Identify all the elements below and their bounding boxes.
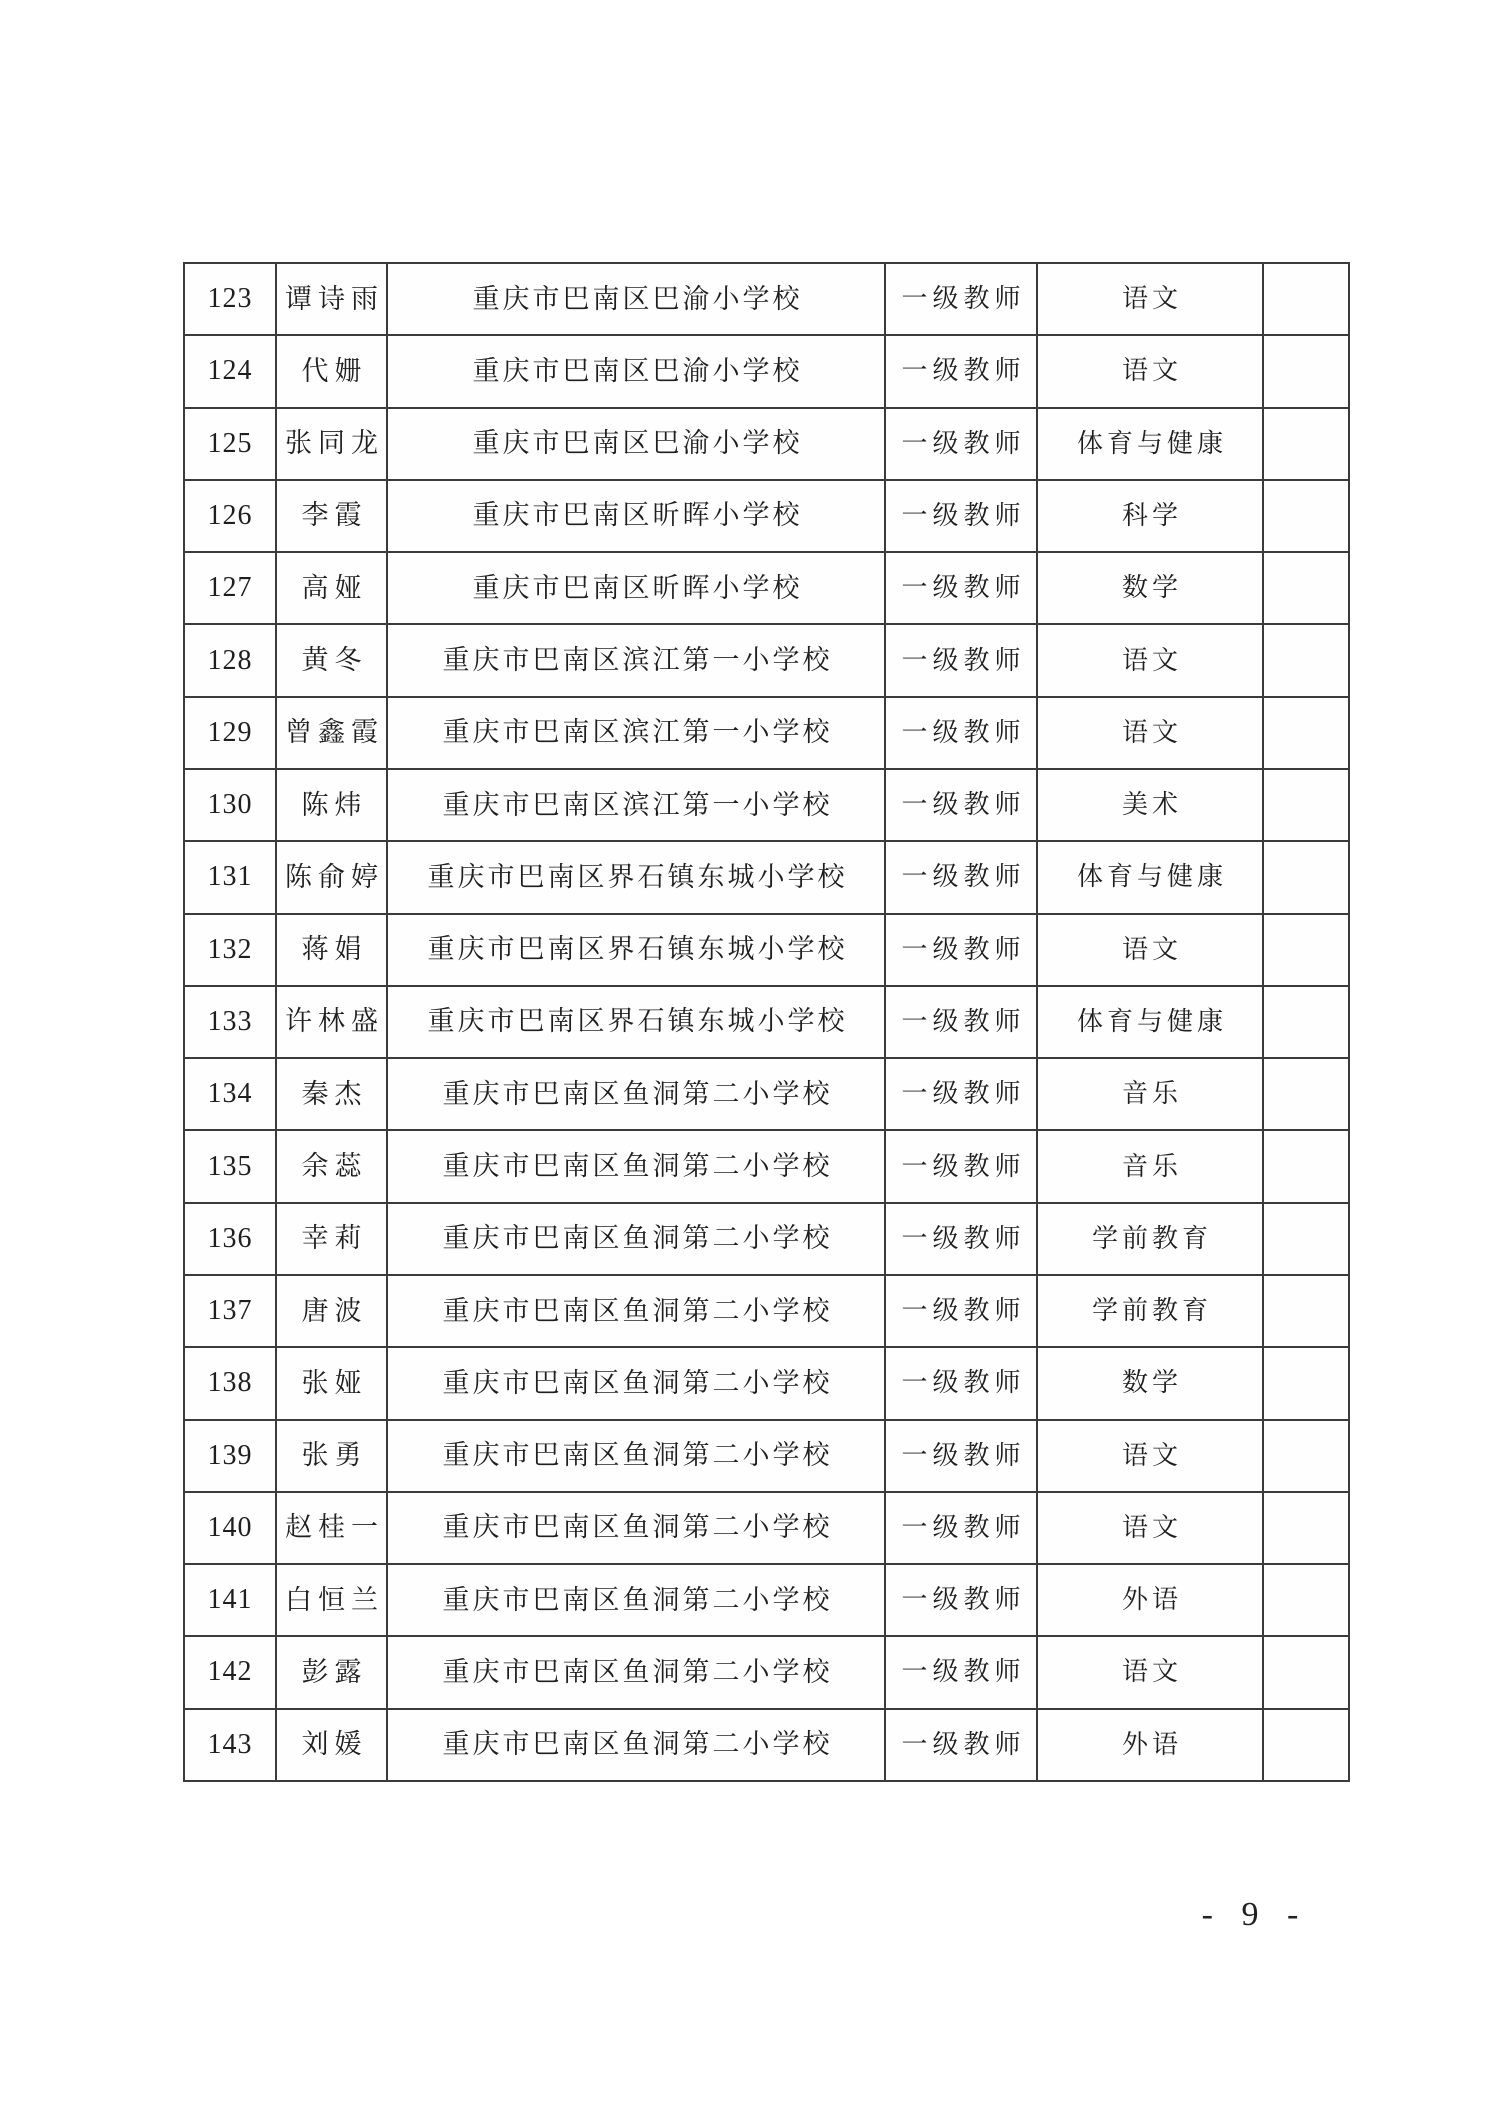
cell-name: 李霞	[277, 481, 388, 551]
cell-index: 123	[185, 264, 277, 334]
cell-school: 重庆市巴南区巴渝小学校	[388, 264, 886, 334]
cell-school: 重庆市巴南区鱼洞第二小学校	[388, 1348, 886, 1418]
cell-note	[1264, 1493, 1348, 1563]
cell-name: 陈俞婷	[277, 842, 388, 912]
cell-index: 131	[185, 842, 277, 912]
cell-name: 黄冬	[277, 625, 388, 695]
cell-school: 重庆市巴南区界石镇东城小学校	[388, 987, 886, 1057]
cell-title: 一级教师	[886, 1059, 1038, 1129]
cell-title: 一级教师	[886, 842, 1038, 912]
cell-title: 一级教师	[886, 915, 1038, 985]
cell-note	[1264, 1348, 1348, 1418]
cell-school: 重庆市巴南区界石镇东城小学校	[388, 915, 886, 985]
cell-note	[1264, 409, 1348, 479]
cell-index: 139	[185, 1421, 277, 1491]
cell-note	[1264, 1710, 1348, 1780]
cell-title: 一级教师	[886, 1637, 1038, 1707]
cell-name: 彭露	[277, 1637, 388, 1707]
cell-title: 一级教师	[886, 1493, 1038, 1563]
cell-note	[1264, 915, 1348, 985]
cell-title: 一级教师	[886, 770, 1038, 840]
cell-name: 许林盛	[277, 987, 388, 1057]
cell-index: 138	[185, 1348, 277, 1418]
cell-school: 重庆市巴南区滨江第一小学校	[388, 698, 886, 768]
cell-school: 重庆市巴南区鱼洞第二小学校	[388, 1421, 886, 1491]
cell-note	[1264, 1421, 1348, 1491]
cell-subject: 体育与健康	[1038, 409, 1264, 479]
cell-school: 重庆市巴南区鱼洞第二小学校	[388, 1493, 886, 1563]
table-row	[185, 1059, 1348, 1131]
cell-school: 重庆市巴南区鱼洞第二小学校	[388, 1204, 886, 1274]
table-row	[185, 1348, 1348, 1420]
cell-note	[1264, 1131, 1348, 1201]
cell-title: 一级教师	[886, 1421, 1038, 1491]
table-row	[185, 1421, 1348, 1493]
cell-index: 141	[185, 1565, 277, 1635]
cell-index: 125	[185, 409, 277, 479]
cell-name: 赵桂一	[277, 1493, 388, 1563]
cell-index: 143	[185, 1710, 277, 1780]
table-row	[185, 1204, 1348, 1276]
cell-subject: 外语	[1038, 1710, 1264, 1780]
table-row	[185, 1710, 1348, 1780]
cell-title: 一级教师	[886, 1204, 1038, 1274]
cell-subject: 科学	[1038, 481, 1264, 551]
table-row	[185, 264, 1348, 336]
page-number: - 9 -	[1201, 1896, 1309, 1933]
cell-note	[1264, 553, 1348, 623]
cell-subject: 学前教育	[1038, 1276, 1264, 1346]
cell-title: 一级教师	[886, 987, 1038, 1057]
cell-title: 一级教师	[886, 1565, 1038, 1635]
cell-index: 137	[185, 1276, 277, 1346]
cell-name: 高娅	[277, 553, 388, 623]
cell-name: 余蕊	[277, 1131, 388, 1201]
cell-school: 重庆市巴南区鱼洞第二小学校	[388, 1059, 886, 1129]
cell-title: 一级教师	[886, 409, 1038, 479]
table-row	[185, 625, 1348, 697]
table-row	[185, 553, 1348, 625]
cell-school: 重庆市巴南区滨江第一小学校	[388, 625, 886, 695]
cell-note	[1264, 1637, 1348, 1707]
cell-subject: 语文	[1038, 625, 1264, 695]
cell-note	[1264, 698, 1348, 768]
cell-name: 秦杰	[277, 1059, 388, 1129]
cell-index: 124	[185, 336, 277, 406]
cell-name: 白恒兰	[277, 1565, 388, 1635]
cell-name: 陈炜	[277, 770, 388, 840]
cell-school: 重庆市巴南区鱼洞第二小学校	[388, 1131, 886, 1201]
cell-note	[1264, 336, 1348, 406]
cell-subject: 数学	[1038, 553, 1264, 623]
cell-title: 一级教师	[886, 698, 1038, 768]
cell-subject: 体育与健康	[1038, 842, 1264, 912]
cell-school: 重庆市巴南区昕晖小学校	[388, 553, 886, 623]
cell-name: 张同龙	[277, 409, 388, 479]
cell-note	[1264, 842, 1348, 912]
cell-name: 幸莉	[277, 1204, 388, 1274]
cell-name: 曾鑫霞	[277, 698, 388, 768]
cell-subject: 数学	[1038, 1348, 1264, 1418]
cell-subject: 学前教育	[1038, 1204, 1264, 1274]
cell-title: 一级教师	[886, 1276, 1038, 1346]
cell-index: 129	[185, 698, 277, 768]
table-row	[185, 409, 1348, 481]
cell-school: 重庆市巴南区鱼洞第二小学校	[388, 1710, 886, 1780]
cell-note	[1264, 1276, 1348, 1346]
cell-title: 一级教师	[886, 336, 1038, 406]
cell-title: 一级教师	[886, 1348, 1038, 1418]
cell-index: 132	[185, 915, 277, 985]
table-row	[185, 698, 1348, 770]
cell-name: 张娅	[277, 1348, 388, 1418]
cell-school: 重庆市巴南区界石镇东城小学校	[388, 842, 886, 912]
cell-index: 130	[185, 770, 277, 840]
cell-title: 一级教师	[886, 264, 1038, 334]
cell-title: 一级教师	[886, 481, 1038, 551]
cell-note	[1264, 1059, 1348, 1129]
cell-title: 一级教师	[886, 1710, 1038, 1780]
cell-subject: 体育与健康	[1038, 987, 1264, 1057]
cell-index: 127	[185, 553, 277, 623]
cell-school: 重庆市巴南区昕晖小学校	[388, 481, 886, 551]
cell-name: 谭诗雨	[277, 264, 388, 334]
cell-name: 蒋娟	[277, 915, 388, 985]
cell-subject: 语文	[1038, 915, 1264, 985]
table-row	[185, 481, 1348, 553]
cell-school: 重庆市巴南区滨江第一小学校	[388, 770, 886, 840]
cell-name: 刘媛	[277, 1710, 388, 1780]
cell-name: 代姗	[277, 336, 388, 406]
cell-name: 唐波	[277, 1276, 388, 1346]
table-row	[185, 915, 1348, 987]
cell-name: 张勇	[277, 1421, 388, 1491]
table-row	[185, 842, 1348, 914]
cell-index: 133	[185, 987, 277, 1057]
table-row	[185, 1637, 1348, 1709]
cell-subject: 音乐	[1038, 1131, 1264, 1201]
cell-school: 重庆市巴南区巴渝小学校	[388, 409, 886, 479]
cell-index: 135	[185, 1131, 277, 1201]
teacher-roster-table	[183, 262, 1350, 1782]
cell-index: 126	[185, 481, 277, 551]
cell-subject: 语文	[1038, 264, 1264, 334]
cell-note	[1264, 987, 1348, 1057]
table-row	[185, 987, 1348, 1059]
cell-note	[1264, 1204, 1348, 1274]
cell-subject: 语文	[1038, 698, 1264, 768]
table-row	[185, 1565, 1348, 1637]
table-row	[185, 1131, 1348, 1203]
table-row	[185, 1493, 1348, 1565]
cell-index: 134	[185, 1059, 277, 1129]
cell-title: 一级教师	[886, 625, 1038, 695]
cell-title: 一级教师	[886, 1131, 1038, 1201]
cell-note	[1264, 625, 1348, 695]
cell-note	[1264, 770, 1348, 840]
cell-subject: 语文	[1038, 1421, 1264, 1491]
cell-title: 一级教师	[886, 553, 1038, 623]
cell-note	[1264, 264, 1348, 334]
cell-subject: 语文	[1038, 1493, 1264, 1563]
cell-school: 重庆市巴南区鱼洞第二小学校	[388, 1565, 886, 1635]
cell-school: 重庆市巴南区鱼洞第二小学校	[388, 1276, 886, 1346]
cell-subject: 外语	[1038, 1565, 1264, 1635]
cell-school: 重庆市巴南区巴渝小学校	[388, 336, 886, 406]
cell-subject: 美术	[1038, 770, 1264, 840]
table-row	[185, 770, 1348, 842]
cell-index: 142	[185, 1637, 277, 1707]
cell-index: 128	[185, 625, 277, 695]
table-row	[185, 336, 1348, 408]
cell-index: 136	[185, 1204, 277, 1274]
table-row	[185, 1276, 1348, 1348]
cell-subject: 音乐	[1038, 1059, 1264, 1129]
cell-note	[1264, 481, 1348, 551]
cell-school: 重庆市巴南区鱼洞第二小学校	[388, 1637, 886, 1707]
cell-note	[1264, 1565, 1348, 1635]
cell-index: 140	[185, 1493, 277, 1563]
cell-subject: 语文	[1038, 1637, 1264, 1707]
cell-subject: 语文	[1038, 336, 1264, 406]
